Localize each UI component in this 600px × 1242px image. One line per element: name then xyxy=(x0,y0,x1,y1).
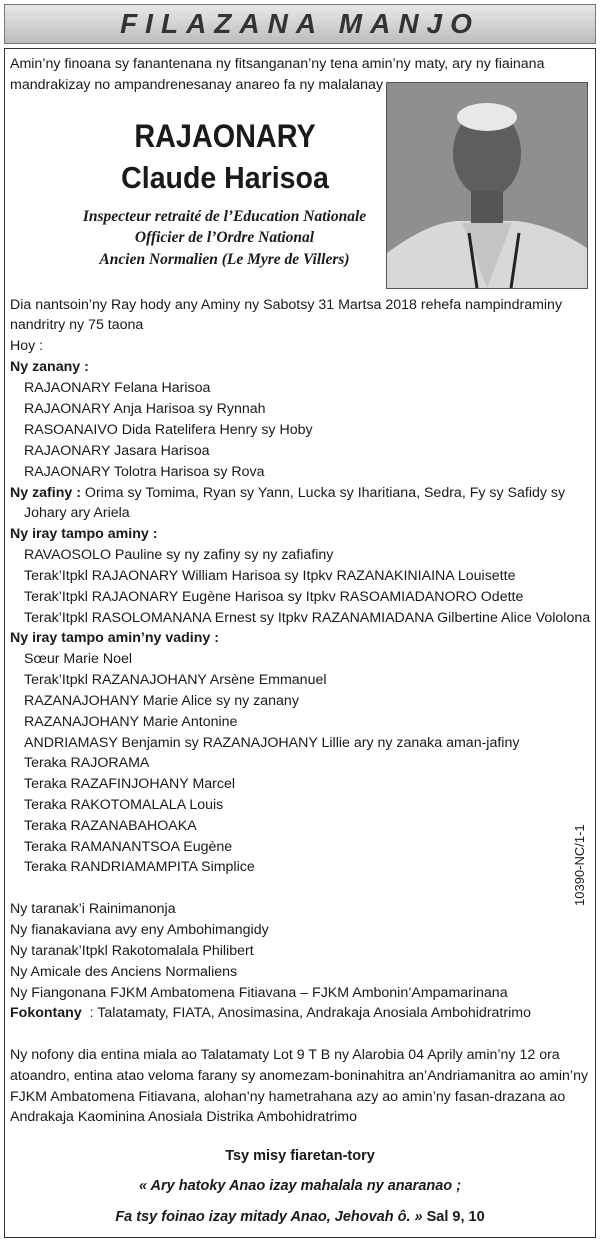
family-item: Ny taranak’Itpkl Rakotomalala Philibert xyxy=(10,943,254,959)
sibling-item: Terak’Itpkl RASOLOMANANA Ernest sy Itpkv RAZANAMIADANA Gilbertine Alice Vololona xyxy=(24,610,591,626)
child-item: RAJAONARY Jasara Harisoa xyxy=(24,443,210,459)
verse-reference: Sal 9, 10 xyxy=(426,1209,485,1225)
spouse-sibling-item: Teraka RAJORAMA xyxy=(24,755,150,771)
grandchildren-line-2: Johary ary Ariela xyxy=(24,505,130,521)
family-item: Ny fianakaviana avy eny Ambohimangidy xyxy=(10,922,269,938)
grandchildren-line-1 xyxy=(10,483,565,504)
funeral-line: atoandro, entina atao veloma farany sy anomezam-boninahitra an’Andriamanitra ao amin’ny xyxy=(10,1068,589,1084)
fokontany-list: : Talatamaty, FIATA, Anosimasina, Andrakaja Anosiala Ambohidratrimo xyxy=(89,1005,531,1021)
child-item: RAJAONARY Felana Harisoa xyxy=(24,380,211,396)
spouse-sibling-item: Terak’Itpkl RAZANAJOHANY Arsène Emmanuel xyxy=(24,672,327,688)
grandchildren-label: Ny zafiny : xyxy=(10,485,81,501)
family-item: Ny Amicale des Anciens Normaliens xyxy=(10,964,238,980)
funeral-line: Ny nofony dia entina miala ao Talatamaty Lot 9 T B ny Alarobia 04 Aprily amin’ny 12 ora xyxy=(10,1047,560,1063)
intro-line-2: mandrakizay no ampandrenesanay anareo fa ny malalanay xyxy=(10,77,384,93)
death-notice-line-2: nandritry ny 75 taona xyxy=(10,317,144,333)
fokontany-label: Fokontany xyxy=(10,1005,82,1021)
sibling-item: RAVAOSOLO Pauline sy ny zafiny sy ny zafiafiny xyxy=(24,547,334,563)
intro-line-1: Amin’ny finoana sy fanantenana ny fitsanganan’ny tena amin’ny maty, ary ny fiainana xyxy=(10,56,545,72)
spouse-sibling-item: RAZANAJOHANY Marie Alice sy ny zanany xyxy=(24,693,299,709)
spouse-sibling-item: Teraka RANDRIAMAMPITA Simplice xyxy=(24,859,255,875)
spouse-sibling-item: RAZANAJOHANY Marie Antonine xyxy=(24,714,238,730)
spouse-sibling-item: Teraka RAZANABAHOAKA xyxy=(24,818,197,834)
child-item: RAJAONARY Anja Harisoa sy Rynnah xyxy=(24,401,266,417)
spouse-sibling-item: Teraka RAKOTOMALALA Louis xyxy=(24,797,224,813)
spouse-sibling-item: Teraka RAZAFINJOHANY Marcel xyxy=(24,776,236,792)
sibling-item: Terak’Itpkl RAJAONARY Eugène Harisoa sy Itpkv RASOAMIADANORO Odette xyxy=(24,589,524,605)
spouse-sibling-item: Teraka RAMANANTSOA Eugène xyxy=(24,839,233,855)
deceased-surname: RAJAONARY xyxy=(134,118,316,154)
hoy-label: Hoy : xyxy=(10,338,44,354)
no-visits-notice: Tsy misy fiaretan-tory xyxy=(225,1148,375,1164)
spouse-sibling-item: Sœur Marie Noel xyxy=(24,651,133,667)
verse-line-2: Fa tsy foinao izay mitady Anao, Jehovah ô. » xyxy=(115,1209,423,1225)
spouse-sibling-item: ANDRIAMASY Benjamin sy RAZANAJOHANY Lillie ary ny zanaka aman-jafiny xyxy=(24,735,520,751)
title-line: Ancien Normalien (Le Myre de Villers) xyxy=(99,251,350,268)
notice-header: FILAZANA MANJO xyxy=(4,4,596,44)
funeral-line: Andrakaja Kaominina Anosiala Distrika Ambohidratrimo xyxy=(10,1109,357,1125)
child-item: RASOANAIVO Dida Ratelifera Henry sy Hoby xyxy=(24,422,313,438)
grandchildren-list: Orima sy Tomima, Ryan sy Yann, Lucka sy Iharitiana, Sedra, Fy sy Safidy sy xyxy=(84,485,566,501)
fokontany-line xyxy=(10,1003,531,1024)
spouse-siblings-label: Ny iray tampo amin’ny vadiny : xyxy=(10,630,219,646)
family-item: Ny taranak’i Rainimanonja xyxy=(10,901,176,917)
funeral-line: FJKM Ambatomena Fitiavana, alohan’ny hametrahana azy ao amin’ny fasan-drazana ao xyxy=(10,1089,566,1105)
reference-code: 10390-NC/1-1 xyxy=(572,824,587,906)
child-item: RAJAONARY Tolotra Harisoa sy Rova xyxy=(24,464,265,480)
title-line: Inspecteur retraité de l’Education Nationale xyxy=(82,208,367,225)
verse-line-1: « Ary hatoky Anao izay mahalala ny anaranao ; xyxy=(138,1178,462,1194)
deceased-given-names: Claude Harisoa xyxy=(121,160,329,195)
children-label: Ny zanany : xyxy=(10,359,89,375)
sibling-item: Terak’Itpkl RAJAONARY William Harisoa sy Itpkv RAZANAKINIAINA Louisette xyxy=(24,568,516,584)
death-notice-line-1: Dia nantsoin’ny Ray hody any Aminy ny Sabotsy 31 Martsa 2018 rehefa nampindraminy xyxy=(10,297,563,313)
siblings-label: Ny iray tampo aminy : xyxy=(10,526,158,542)
verse-line-2-wrap xyxy=(0,1209,600,1225)
title-line: Officier de l’Ordre National xyxy=(134,229,315,246)
family-item: Ny Fiangonana FJKM Ambatomena Fitiavana – FJKM Ambonin’Ampamarinana xyxy=(10,985,508,1001)
